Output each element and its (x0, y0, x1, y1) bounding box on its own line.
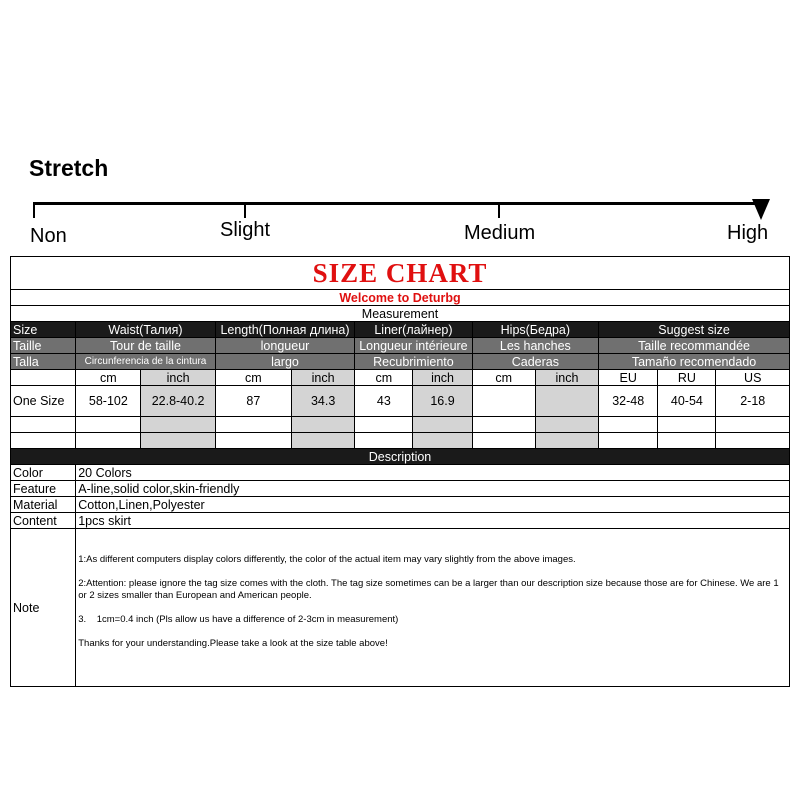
header-caderas: Caderas (472, 354, 598, 370)
description-label: Material (11, 497, 76, 513)
ru-cell: 40-54 (658, 386, 716, 417)
units-blank (11, 370, 76, 386)
waist-inch-cell: 22.8-40.2 (141, 386, 215, 417)
header-liner: Liner(лайнер) (355, 322, 472, 338)
units-row (11, 370, 790, 386)
stretch-selected-marker-icon (752, 199, 770, 220)
header-size: Size (11, 322, 76, 338)
unit-cell: US (716, 370, 790, 386)
header-waist: Waist(Талия) (76, 322, 216, 338)
us-cell: 2-18 (716, 386, 790, 417)
header-taille-recommandee: Taille recommandée (599, 338, 790, 354)
note-content (76, 529, 790, 687)
empty-row (11, 433, 790, 449)
header-recubrimiento: Recubrimiento (355, 354, 472, 370)
header-length: Length(Полная длина) (215, 322, 355, 338)
unit-cell: inch (413, 370, 472, 386)
description-value: Cotton,Linen,Polyester (76, 497, 790, 513)
note-item: 1:As different computers display colors differently, the color of the actual item may vary slightly from the above images. (78, 553, 576, 565)
size-chart-sheet (10, 256, 790, 687)
description-value: 1pcs skirt (76, 513, 790, 529)
length-inch-cell: 34.3 (292, 386, 355, 417)
header-circunferencia: Circunferencia de la cintura (76, 354, 216, 370)
stretch-tick-slight (244, 202, 246, 218)
size-chart-table (10, 289, 790, 687)
stretch-level-slight: Slight (220, 219, 271, 241)
waist-cm-cell: 58-102 (76, 386, 141, 417)
size-chart-title: SIZE CHART (10, 256, 790, 289)
description-row (11, 513, 790, 529)
unit-cell: cm (472, 370, 535, 386)
stretch-level-non: Non (30, 225, 67, 247)
stretch-scale-line (34, 202, 762, 205)
header-tamano-recomendado: Tamaño recomendado (599, 354, 790, 370)
description-value: 20 Colors (76, 465, 790, 481)
stretch-tick-non (33, 202, 35, 218)
length-cm-cell: 87 (215, 386, 291, 417)
description-label: Color (11, 465, 76, 481)
note-row (11, 529, 790, 687)
hips-cm-cell (472, 386, 535, 417)
header-suggest-size: Suggest size (599, 322, 790, 338)
unit-cell: EU (599, 370, 658, 386)
liner-inch-cell: 16.9 (413, 386, 472, 417)
description-row (11, 481, 790, 497)
unit-cell: cm (76, 370, 141, 386)
header-les-hanches: Les hanches (472, 338, 598, 354)
unit-cell: cm (355, 370, 413, 386)
note-item: Thanks for your understanding.Please take a look at the size table above! (78, 637, 388, 649)
description-row (11, 497, 790, 513)
header-longueur-interieure: Longueur intérieure (355, 338, 472, 354)
description-heading: Description (11, 449, 790, 465)
description-label: Feature (11, 481, 76, 497)
measurement-heading: Measurement (11, 306, 790, 322)
header-talla: Talla (11, 354, 76, 370)
unit-cell: RU (658, 370, 716, 386)
hips-inch-cell (535, 386, 598, 417)
header-row-es (11, 354, 790, 370)
header-taille: Taille (11, 338, 76, 354)
header-largo: largo (215, 354, 355, 370)
header-tour-de-taille: Tour de taille (76, 338, 216, 354)
stretch-tick-medium (498, 202, 500, 218)
note-item: 2:Attention: please ignore the tag size comes with the cloth. The tag size sometimes can be a larger than our description size because those are for Chinese. We are 1 or 2 sizes smaller than European and American people. (78, 577, 779, 601)
size-cell: One Size (11, 386, 76, 417)
table-row (11, 386, 790, 417)
eu-cell: 32-48 (599, 386, 658, 417)
description-label: Content (11, 513, 76, 529)
description-row (11, 465, 790, 481)
empty-row (11, 417, 790, 433)
unit-cell: inch (535, 370, 598, 386)
description-value: A-line,solid color,skin-friendly (76, 481, 790, 497)
header-row-fr (11, 338, 790, 354)
stretch-level-high: High (727, 222, 769, 244)
stretch-level-medium: Medium (464, 222, 536, 244)
note-item: 3. 1cm=0.4 inch (Pls allow us have a difference of 2-3cm in measurement) (78, 613, 399, 625)
unit-cell: inch (141, 370, 215, 386)
note-label: Note (11, 529, 76, 687)
header-longueur: longueur (215, 338, 355, 354)
unit-cell: cm (215, 370, 291, 386)
header-row-en (11, 322, 790, 338)
liner-cm-cell: 43 (355, 386, 413, 417)
unit-cell: inch (292, 370, 355, 386)
stretch-title: Stretch (29, 155, 109, 181)
welcome-banner: Welcome to Deturbg (11, 290, 790, 306)
header-hips: Hips(Бедра) (472, 322, 598, 338)
